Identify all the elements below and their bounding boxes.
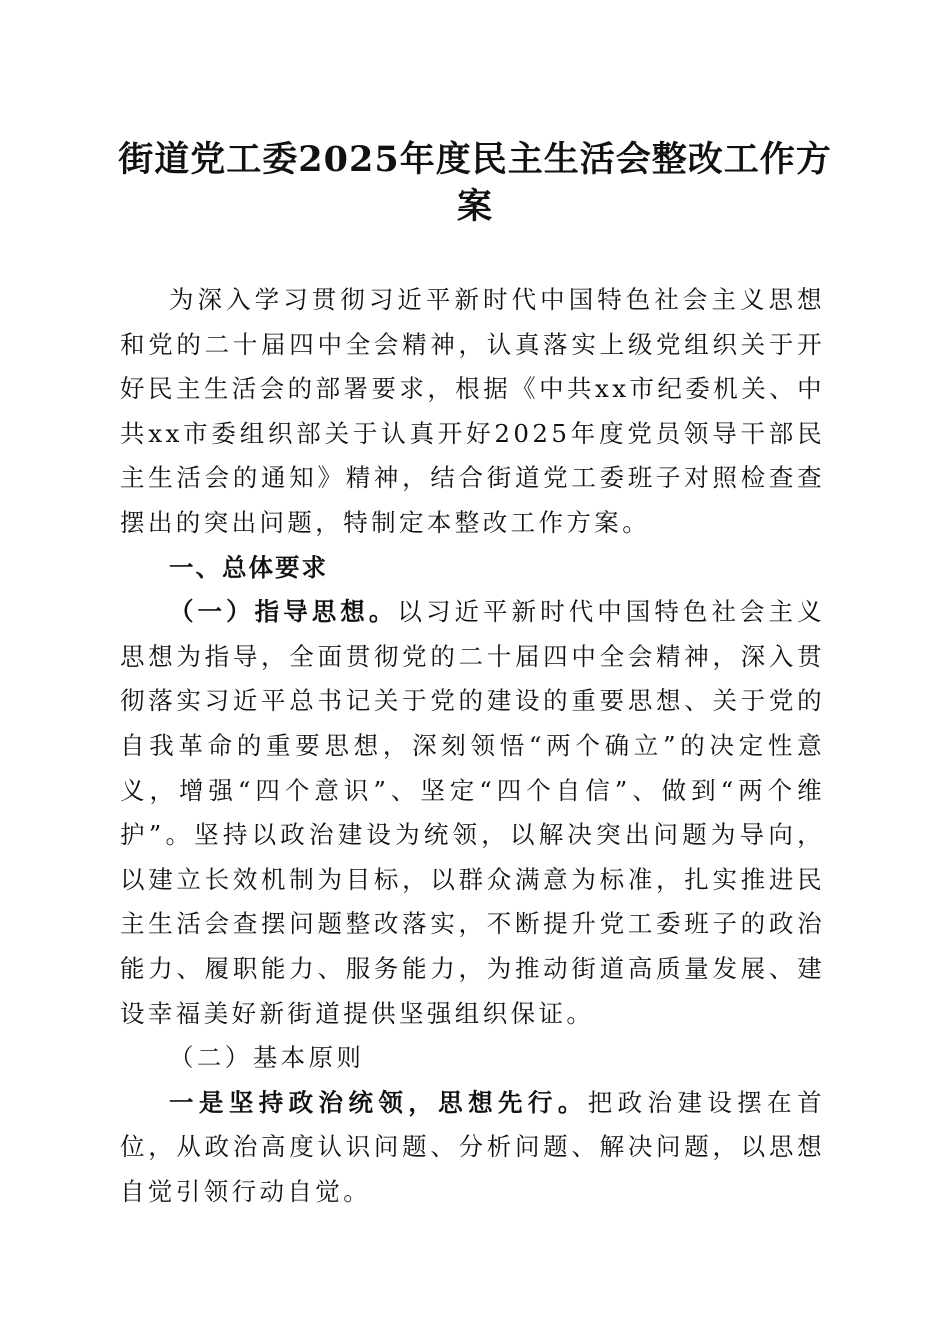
title-line-2: 案 [456, 186, 493, 227]
intro-paragraph: 为深入学习贯彻习近平新时代中国特色社会主义思想和党的二十届四中全会精神，认真落实上级党组织关于开好民主生活会的部署要求，根据《中共xx市纪委机关、中共xx市委组织部关于认真开好2025年度党员领导干部民主生活会的通知》精神，结合街道党工委班子对照检查查摆出的突出问题，特制定本整改工作方案。 [120, 285, 825, 537]
subsection-heading-basic-principles: （二）基本原则 [169, 1043, 365, 1073]
principle-1-paragraph [120, 1081, 825, 1215]
guiding-ideology-lead: （一）指导思想。 [169, 597, 398, 627]
guiding-ideology-paragraph [120, 590, 825, 1036]
principle-1-lead: 一是坚持政治统领，思想先行。 [169, 1087, 588, 1117]
document-title [110, 136, 840, 230]
guiding-ideology-body: 以习近平新时代中国特色社会主义思想为指导，全面贯彻党的二十届四中全会精神，深入贯彻落实习近平总书记关于党的建设的重要思想、关于党的自我革命的重要思想，深刻领悟“两个确立”的决定性意义，增强“四个意识”、坚定“四个自信”、做到“两个维护”。坚持以政治建设为统领，以解决突出问题为导向，以建立长效机制为目标，以群众满意为标准，扎实推进民主生活会查摆问题整改落实，不断提升党工委班子的政治能力、履职能力、服务能力，为推动街道高质量发展、建设幸福美好新街道提供坚强组织保证。 [120, 597, 826, 1028]
title-line-1: 街道党工委2025年度民主生活会整改工作方 [118, 139, 832, 180]
section-heading-overall-requirements: 一、总体要求 [169, 552, 328, 582]
document-body [120, 278, 825, 1214]
principle-1-body: 把政治建设摆在首位，从政治高度认识问题、分析问题、解决问题，以思想自觉引领行动自觉。 [120, 1087, 825, 1206]
